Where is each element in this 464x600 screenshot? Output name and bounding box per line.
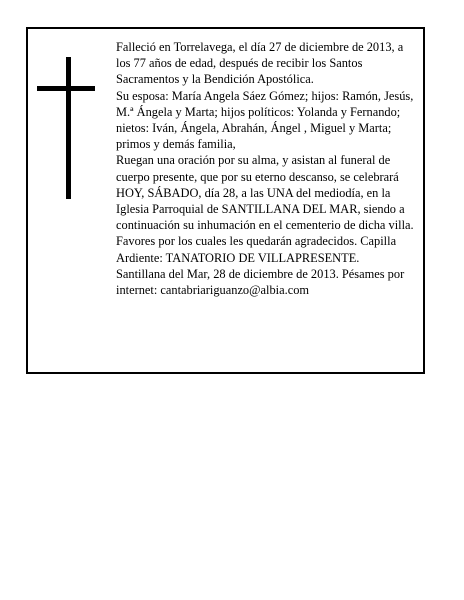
death-announcement: Falleció en Torrelavega, el día 27 de diciembre de 2013, a los 77 años de edad, después de recibir los Santos Sacramentos y la Bendición Apostólica. — [116, 40, 404, 87]
obituary-text — [116, 39, 420, 298]
cross-horizontal-bar — [37, 86, 95, 91]
obituary-notice — [26, 27, 425, 374]
cross-vertical-bar — [66, 57, 71, 199]
place-date-condolences: Santillana del Mar, 28 de diciembre de 2013. Pésames por internet: cantabriariguanzo@albia.com — [116, 266, 405, 298]
family-list: Su esposa: María Angela Sáez Gómez; hijos: Ramón, Jesús, M.ª Ángela y Marta; hijos políticos: Yolanda y Fernando; nietos: Iván, Ángela, Abrahán, Ángel , Miguel y Marta; primos y demás familia, — [116, 88, 414, 152]
funeral-details: Ruegan una oración por su alma, y asistan al funeral de cuerpo presente, que por su eterno descanso, se celebrará HOY, SÁBADO, día 28, a las UNA del mediodía, en la Iglesia Parroquial de SANTILLANA DEL MAR, siendo a continuación su inhumación en el cementerio de dicha villa. Favores por los cuales les quedarán agradecidos. Capilla Ardiente: TANATORIO DE VILLAPRESENTE. — [116, 153, 414, 265]
